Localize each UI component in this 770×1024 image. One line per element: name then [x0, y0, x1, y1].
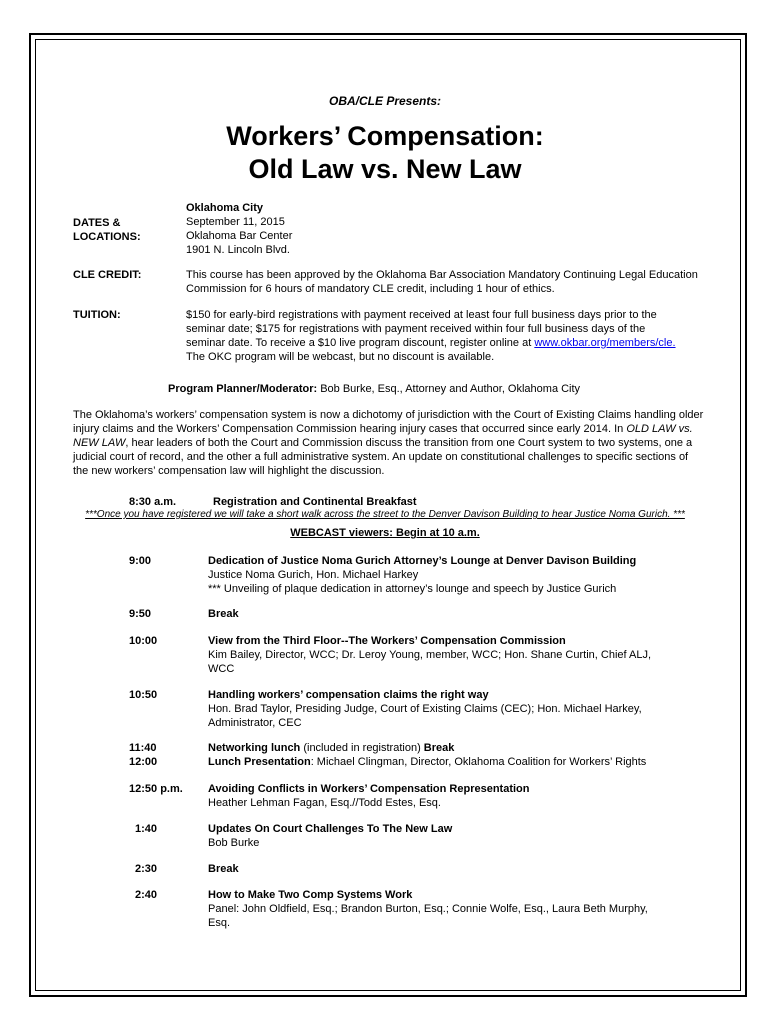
registration-link[interactable]: www.okbar.org/members/cle. — [534, 337, 676, 349]
intro-vs: vs. — [675, 423, 693, 435]
planner-text: Bob Burke, Esq., Attorney and Author, Oklahoma City — [317, 383, 581, 395]
schedule-time-1: 9:50 — [129, 608, 152, 620]
schedule-speakers-3b: Administrator, CEC — [208, 717, 302, 729]
lunch-presentation-label: Lunch Presentation — [208, 756, 311, 768]
schedule-time-3: 10:50 — [129, 689, 158, 701]
schedule-time-4 — [129, 741, 157, 769]
lunch-presenter: : Michael Clingman, Director, Oklahoma Coalition for Workers’ Rights — [310, 756, 647, 768]
schedule-speakers-2b: WCC — [208, 663, 235, 675]
registration-title: Registration and Continental Breakfast — [213, 496, 417, 508]
registration-time: 8:30 a.m. — [129, 496, 177, 508]
schedule-speakers-5: Heather Lehman Fagan, Esq.//Todd Estes, Esq. — [208, 797, 441, 809]
intro-paragraph — [73, 408, 705, 478]
schedule-speakers-3: Hon. Brad Taylor, Presiding Judge, Court of Existing Claims (CEC); Hon. Michael Harkey, — [208, 703, 642, 715]
schedule-title-5: Avoiding Conflicts in Workers’ Compensation Representation — [208, 783, 530, 795]
schedule-title-8: How to Make Two Comp Systems Work — [208, 889, 413, 901]
event-venue: Oklahoma Bar Center — [186, 230, 293, 242]
schedule-speakers-2: Kim Bailey, Director, WCC; Dr. Leroy Young, member, WCC; Hon. Shane Curtin, Chief ALJ, — [208, 649, 652, 661]
schedule-item-6 — [208, 822, 678, 850]
dates-label-line1: DATES & — [73, 217, 121, 229]
schedule-title-2: View from the Third Floor--The Workers’ Compensation Commission — [208, 635, 566, 647]
schedule-item-8 — [208, 888, 678, 930]
schedule-title-0: Dedication of Justice Noma Gurich Attorney’s Lounge at Denver Davison Building — [208, 555, 637, 567]
tuition-line3 — [186, 336, 706, 350]
lunch-note: (included in registration) — [300, 742, 424, 754]
schedule-speakers-4 — [208, 755, 678, 769]
cle-label: CLE CREDIT: — [73, 269, 142, 281]
tuition-line1: $150 for early-bird registrations with payment received at least four full business days prior to the — [186, 309, 657, 321]
schedule-time-7: 2:30 — [135, 863, 158, 875]
dates-value — [186, 201, 706, 257]
intro-old-law: OLD LAW — [626, 423, 676, 435]
schedule-title-1: Break — [208, 608, 239, 620]
schedule-item-3 — [208, 688, 678, 730]
event-date: September 11, 2015 — [186, 216, 285, 228]
program-planner — [168, 382, 580, 396]
location-city: Oklahoma City — [186, 202, 264, 214]
schedule-item-4 — [208, 741, 678, 769]
lunch-break: Break — [423, 742, 455, 754]
event-address: 1901 N. Lincoln Blvd. — [186, 244, 290, 256]
schedule-item-5 — [208, 782, 678, 810]
schedule-time-2: 10:00 — [129, 635, 158, 647]
title-line-2: Old Law vs. New Law — [248, 154, 522, 184]
page-title — [0, 120, 770, 186]
schedule-time-4b: 12:00 — [129, 756, 158, 768]
intro-part1: The Oklahoma’s workers’ compensation system is now a dichotomy of jurisdiction with the Court of Existing Claims handling older injury claims and the Workers’ Compensation Commission hearing injury cases that occurred since early 2014. In — [73, 409, 704, 435]
dates-label-line2: LOCATIONS: — [73, 231, 141, 243]
registration-note: ***Once you have registered we will take a short walk across the street to the Denver Davison Building to hear Justice Noma Gurich. *** — [85, 509, 685, 520]
intro-part2: , hear leaders of both the Court and Commission discuss the transition from one Court system to two systems, one a judicial court of record, and the other a full administrative system. An update on constitutional challenges to specific sections of the new workers’ compensation law will highlight the discussion. — [73, 437, 693, 477]
schedule-time-5: 12:50 p.m. — [129, 783, 183, 795]
schedule-time-8: 2:40 — [135, 889, 158, 901]
schedule-time-4a: 11:40 — [129, 742, 157, 754]
dates-label — [73, 216, 141, 244]
webcast-notice: WEBCAST viewers: Begin at 10 a.m. — [290, 527, 480, 539]
schedule-title-3: Handling workers’ compensation claims the right way — [208, 689, 489, 701]
tuition-line4: The OKC program will be webcast, but no discount is available. — [186, 351, 495, 363]
schedule-time-0: 9:00 — [129, 555, 152, 567]
lunch-title: Networking lunch — [208, 742, 301, 754]
schedule-time-6: 1:40 — [135, 823, 158, 835]
presents-heading: OBA/CLE Presents: — [328, 94, 442, 108]
schedule-speakers-8b: Esq. — [208, 917, 231, 929]
schedule-speakers-8: Panel: John Oldfield, Esq.; Brandon Burton, Esq.; Connie Wolfe, Esq., Laura Beth Murphy, — [208, 903, 648, 915]
schedule-title-4 — [208, 741, 678, 755]
schedule-speakers-6: Bob Burke — [208, 837, 260, 849]
title-line-1: Workers’ Compensation: — [226, 121, 544, 151]
schedule-title-6: Updates On Court Challenges To The New Law — [208, 823, 453, 835]
schedule-item-2 — [208, 634, 678, 676]
intro-new-law: NEW LAW — [73, 437, 126, 449]
schedule-speakers-0: Justice Noma Gurich, Hon. Michael Harkey — [208, 569, 419, 581]
schedule-item-0 — [208, 554, 678, 596]
tuition-label: TUITION: — [73, 309, 121, 321]
tuition-line2: seminar date; $175 for registrations with payment received within four full business days of the — [186, 323, 646, 335]
schedule-detail-0: *** Unveiling of plaque dedication in attorney’s lounge and speech by Justice Gurich — [208, 583, 617, 595]
tuition-text — [186, 308, 706, 364]
planner-label: Program Planner/Moderator: — [168, 383, 318, 395]
tuition-line3-text: seminar date. To receive a $10 live program discount, register online at — [186, 337, 532, 349]
cle-text: This course has been approved by the Oklahoma Bar Association Mandatory Continuing Legal Education Commission for 6 hours of mandatory CLE credit, including 1 hour of ethics. — [186, 269, 698, 295]
schedule-title-7: Break — [208, 863, 239, 875]
